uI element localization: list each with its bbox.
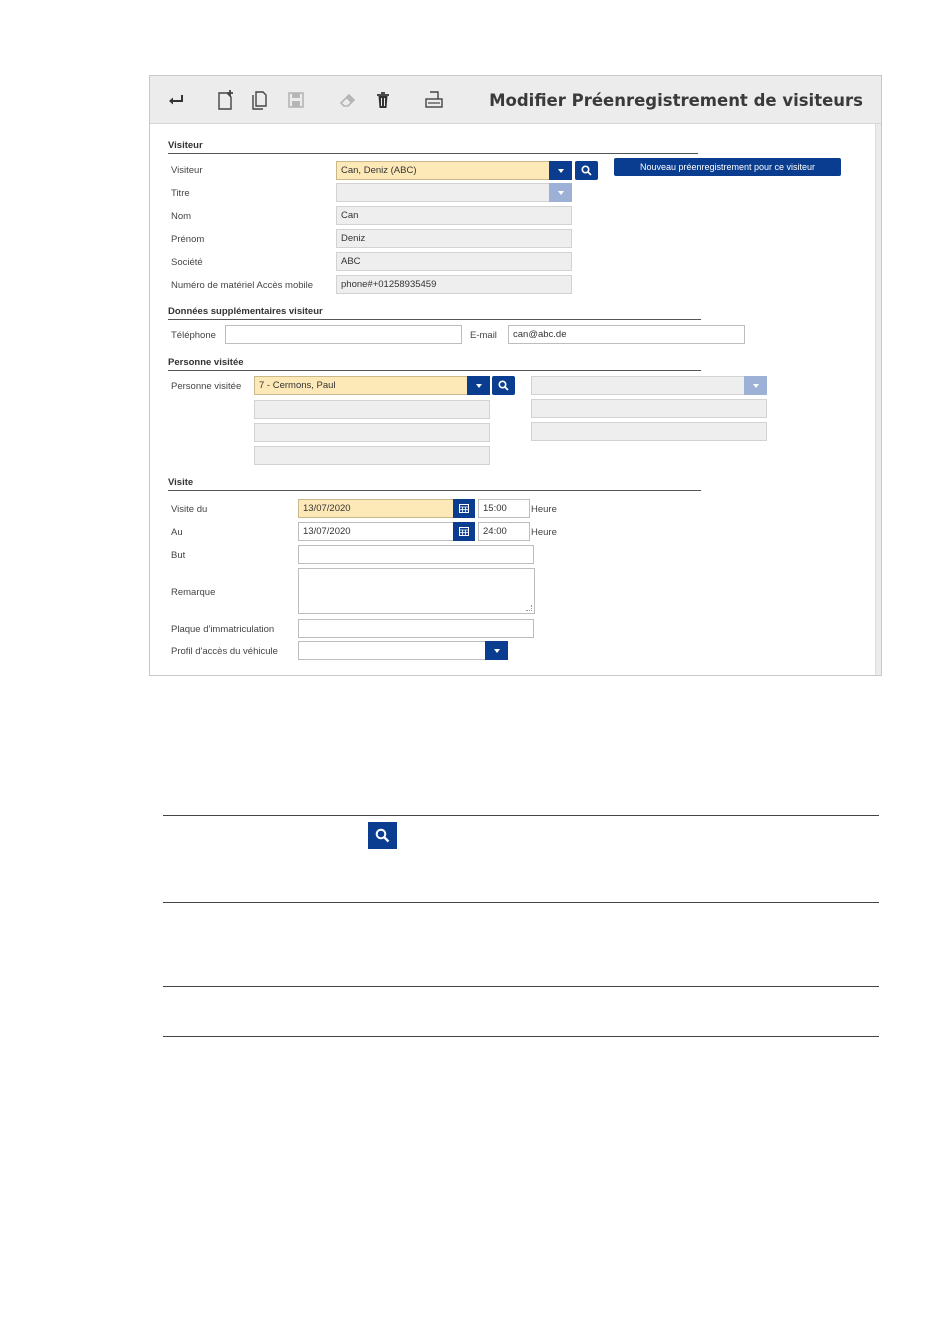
toolbar [150,76,881,124]
trash-icon[interactable] [371,88,395,112]
lastname-label: Nom [171,211,192,222]
plate-label: Plaque d'immatriculation [171,624,275,635]
lastname-field: Can [336,206,572,225]
visited-extra-dropdown-button [744,376,767,395]
visited-info-field-3 [254,446,490,465]
visit-from-label: Visite du [171,504,208,515]
firstname-label: Prénom [171,234,205,245]
firstname-field: Deniz [336,229,572,248]
visit-from-date-field[interactable]: 13/07/2020 [298,499,454,518]
save-icon [284,88,308,112]
section-visit-title: Visite [168,477,701,491]
visitor-search-button[interactable] [575,161,598,180]
company-label: Société [171,257,203,268]
purpose-label: But [171,550,186,561]
table-rule [163,815,879,816]
title-label: Titre [171,188,190,199]
visited-person-label: Personne visitée [171,381,242,392]
calendar-icon [459,504,469,513]
print-icon[interactable] [422,88,446,112]
visitor-dropdown-button[interactable] [549,161,572,180]
search-icon [498,380,509,391]
vehicle-profile-label: Profil d'accès du véhicule [171,646,278,657]
table-rule [163,1036,879,1037]
section-visitor-title: Visiteur [168,140,698,154]
table-rule [163,986,879,987]
visited-info-field-5 [531,422,767,441]
eraser-icon [336,88,360,112]
search-button-illustration [368,822,397,849]
section-visited-title: Personne visitée [168,357,701,371]
window-title: Modifier Préenregistrement de visiteurs [489,91,863,110]
visited-info-field-2 [254,423,490,442]
phone-label: Téléphone [171,330,216,341]
visitor-label: Visiteur [171,165,203,176]
visit-to-label: Au [171,527,183,538]
plate-field[interactable] [298,619,534,638]
visit-to-time-field[interactable]: 24:00 [478,522,530,541]
section-extra-title: Données supplémentaires visiteur [168,306,701,320]
phone-field[interactable] [225,325,462,344]
hardware-number-field: phone#+01258935459 [336,275,572,294]
visited-info-field-4 [531,399,767,418]
email-label: E-mail [470,330,497,341]
visited-person-select[interactable]: 7 - Cermons, Paul [254,376,468,395]
visited-person-dropdown-button[interactable] [467,376,490,395]
search-icon [581,165,592,176]
visited-extra-select [531,376,745,395]
visit-from-time-field[interactable]: 15:00 [478,499,530,518]
resize-handle[interactable] [526,605,532,611]
table-rule [163,902,879,903]
visitor-select[interactable]: Can, Deniz (ABC) [336,161,550,180]
visit-to-hour-unit: Heure [531,527,557,538]
new-preregistration-button[interactable]: Nouveau préenregistrement pour ce visiteur [614,158,841,176]
vehicle-profile-dropdown-button[interactable] [485,641,508,660]
title-select [336,183,550,202]
hardware-number-label: Numéro de matériel Accès mobile [171,280,314,291]
search-icon [375,828,390,843]
purpose-field[interactable] [298,545,534,564]
visit-from-calendar-button[interactable] [453,499,475,518]
visit-from-hour-unit: Heure [531,504,557,515]
calendar-icon [459,527,469,536]
remark-textarea[interactable] [298,568,535,614]
scrollbar[interactable] [875,124,881,675]
back-arrow-icon[interactable] [164,88,188,112]
email-field[interactable]: can@abc.de [508,325,745,344]
visit-to-calendar-button[interactable] [453,522,475,541]
visited-person-search-button[interactable] [492,376,515,395]
visit-to-date-field[interactable]: 13/07/2020 [298,522,454,541]
company-field: ABC [336,252,572,271]
copy-icon[interactable] [248,88,272,112]
remark-label: Remarque [171,587,216,598]
title-dropdown-button [549,183,572,202]
new-document-icon[interactable] [214,88,238,112]
vehicle-profile-select[interactable] [298,641,486,660]
visited-info-field-1 [254,400,490,419]
